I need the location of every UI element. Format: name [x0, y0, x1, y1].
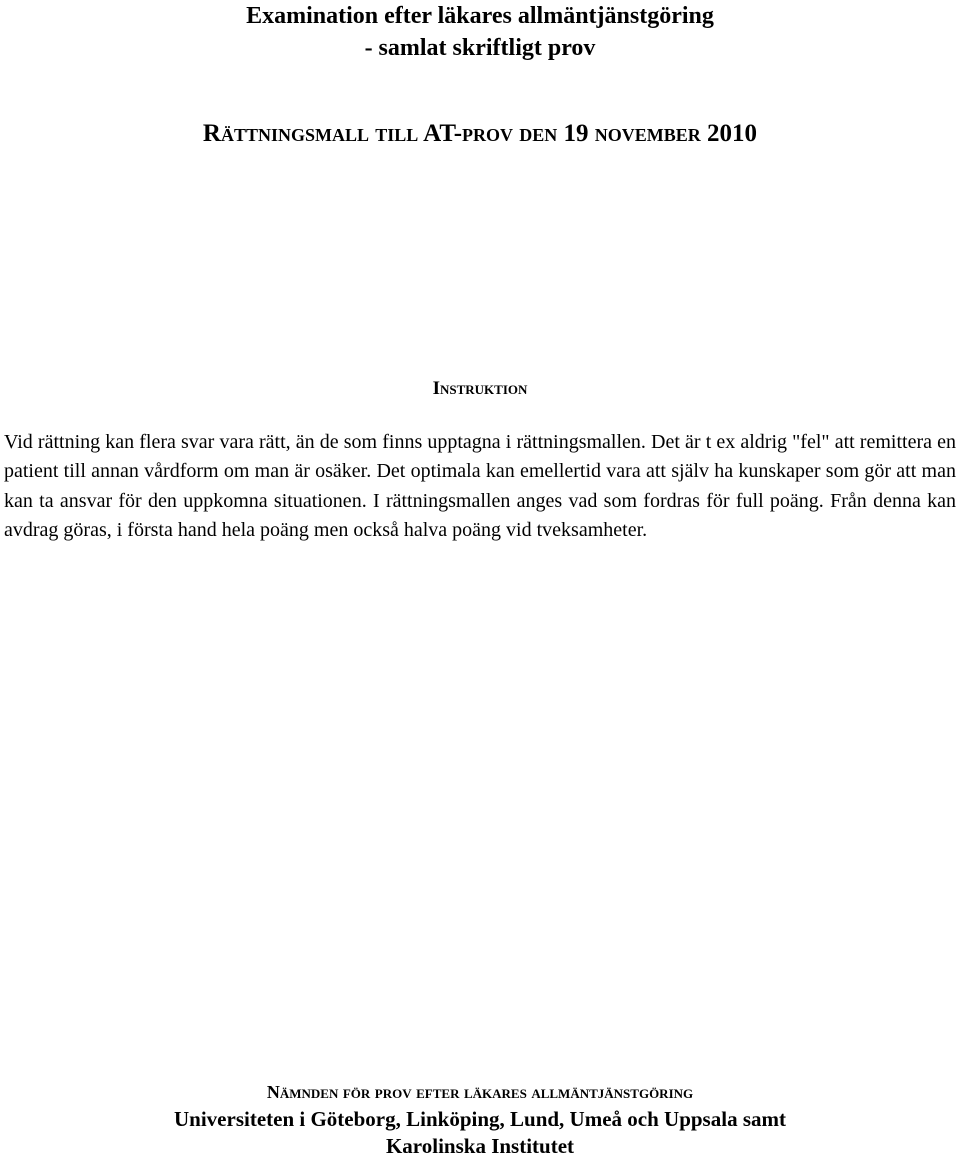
footer-committee: Nämnden för prov efter läkares allmäntjänstgöring — [266, 1082, 694, 1102]
document-footer — [0, 1078, 960, 1160]
title-line-2: - samlat skriftligt prov — [364, 35, 596, 61]
document-subtitle: Rättningsmall till AT-prov den 19 november 2010 — [202, 120, 758, 147]
footer-universities: Universiteten i Göteborg, Linköping, Lund, Umeå och Uppsala samt — [174, 1107, 786, 1131]
document-title — [0, 0, 960, 64]
section-heading-instruktion: Instruktion — [432, 378, 528, 399]
instruction-paragraph: Vid rättning kan flera svar vara rätt, än de som finns upptagna i rättningsmallen. Det är t ex aldrig "fel" att remittera en patient till annan vårdform om man är osäker. Det optimala kan emellertid vara att själv ha kunskaper som gör att man kan ta ansvar för den uppkomna situationen. I rättningsmallen anges vad som fordras för full poäng. Från denna kan avdrag göras, i första hand hela poäng men också halva poäng vid tveksamheter. — [4, 431, 956, 542]
title-line-1: Examination efter läkares allmäntjänstgöring — [246, 3, 714, 29]
footer-institute: Karolinska Institutet — [385, 1134, 575, 1158]
